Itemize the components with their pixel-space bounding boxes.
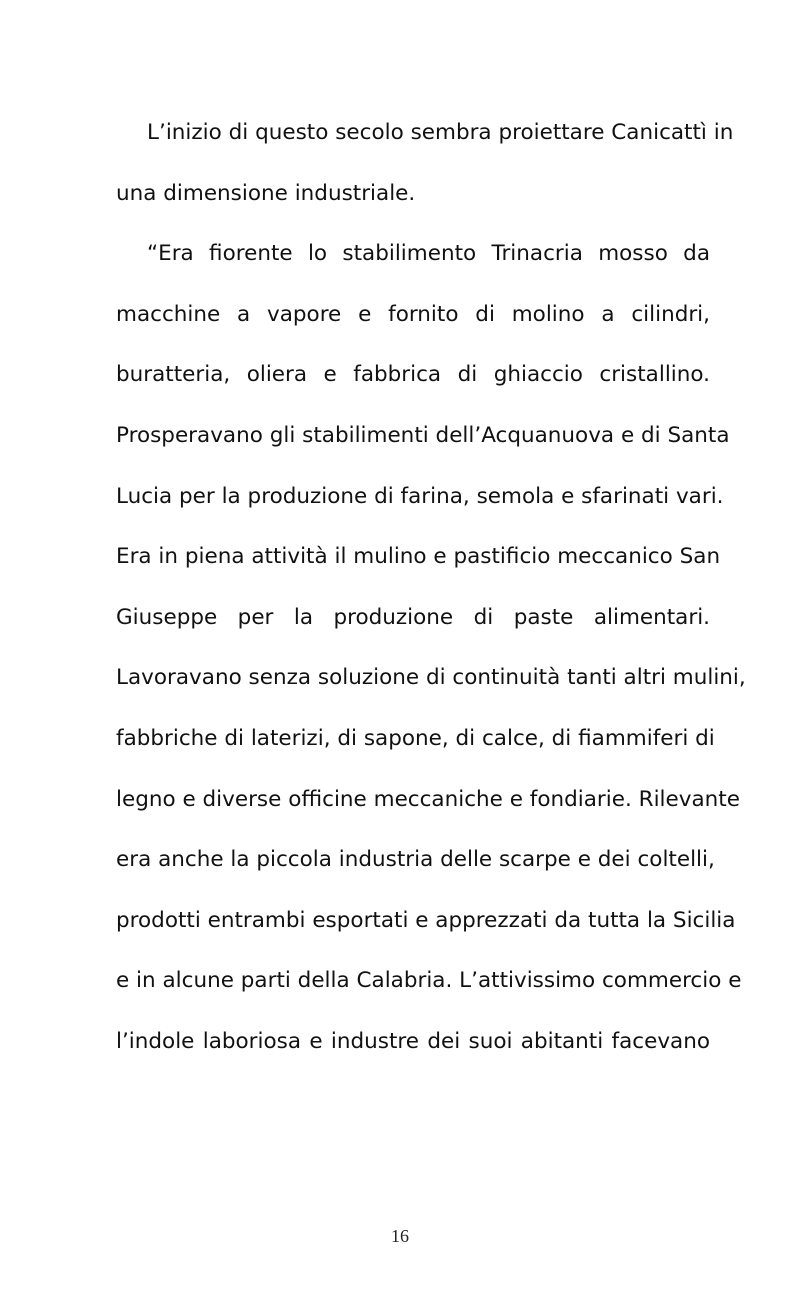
paragraph-2-line-12: prodotti entrambi esportati e apprezzati da tutta la Sicilia — [116, 907, 736, 933]
page-number: 16 — [391, 1226, 409, 1246]
body-text — [116, 103, 746, 1073]
paragraph-2-line-8: Lavoravano senza soluzione di continuità tanti altri mulini, — [116, 665, 746, 691]
paragraph-2-line-13: e in alcune parti della Calabria. L’attivissimo commercio e — [116, 968, 742, 994]
paragraph-2-line-5: Lucia per la produzione di farina, semola e sfarinati vari. — [116, 483, 724, 509]
paragraph-2-line-7: Giuseppe per la produzione di paste alimentari. — [116, 604, 710, 630]
paragraph-2-line-1: “Era fiorente lo stabilimento Trinacria mosso da — [147, 241, 710, 267]
paragraph-2-line-11: era anche la piccola industria delle scarpe e dei coltelli, — [116, 847, 715, 873]
paragraph-2-line-6: Era in piena attività il mulino e pastificio meccanico San — [116, 544, 721, 570]
paragraph-2-line-10: legno e diverse officine meccaniche e fondiarie. Rilevante — [116, 786, 740, 812]
paragraph-2-line-2: macchine a vapore e fornito di molino a cilindri, — [116, 301, 710, 327]
paragraph-2-line-9: fabbriche di laterizi, di sapone, di calce, di fiammiferi di — [116, 725, 715, 751]
paragraph-1-line-2: una dimensione industriale. — [116, 180, 416, 206]
paragraph-2-line-14: l’indole laboriosa e industre dei suoi abitanti facevano — [116, 1028, 710, 1054]
paragraph-1-line-1: L’inizio di questo secolo sembra proiettare Canicattì in — [147, 120, 734, 145]
paragraph-2-line-4: Prosperavano gli stabilimenti dell’Acquanuova e di Santa — [116, 422, 730, 448]
paragraph-2-line-3: buratteria, oliera e fabbrica di ghiaccio cristallino. — [116, 362, 710, 388]
